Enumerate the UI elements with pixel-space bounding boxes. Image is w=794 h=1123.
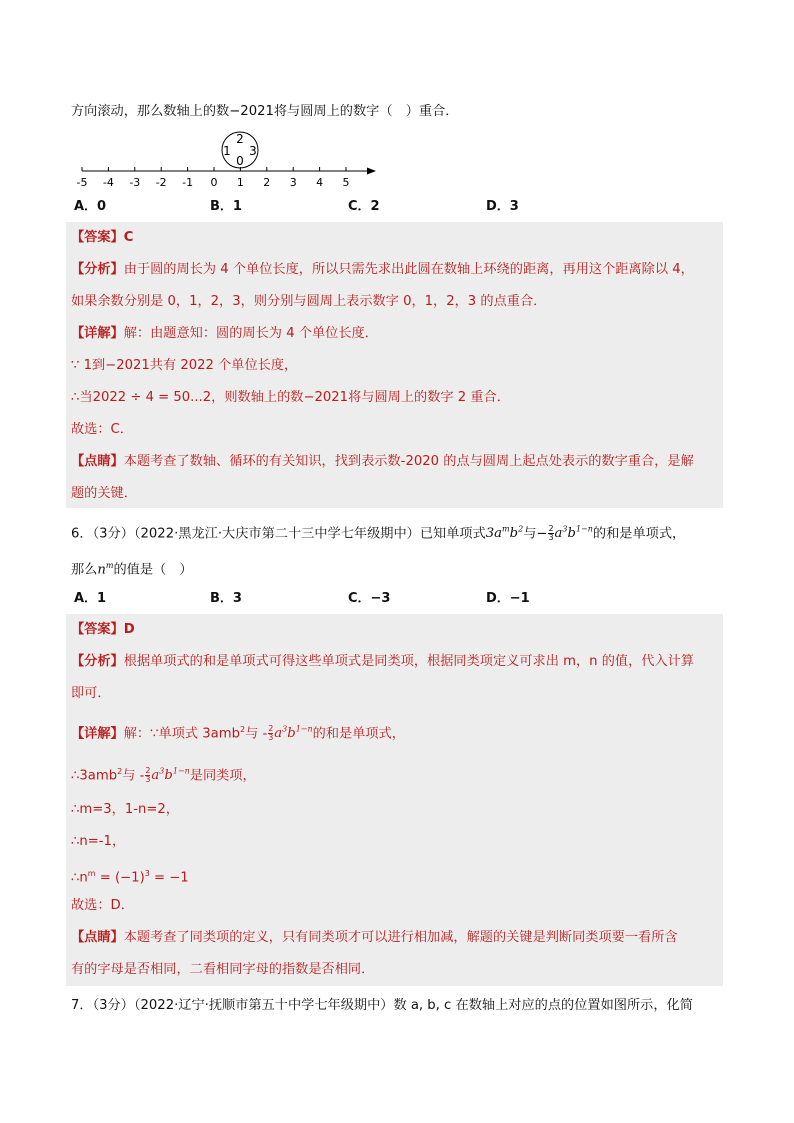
axis-arrow-icon	[367, 168, 376, 175]
q6-stem-line2: 那么$n^m$的值是（ ）	[71, 561, 193, 578]
q6-mono1: $3a^mb^2$	[485, 525, 524, 542]
q6-analysis-line1	[71, 652, 694, 672]
q6-option-a[interactable]: A．1	[74, 591, 107, 606]
q6-mono2: $a^3b^{1-n}$	[554, 525, 593, 542]
comment-text: 本题考查了同类项的定义，只有同类项才可以进行相加减，解题的关键是判断同类项要一看所含	[123, 930, 678, 945]
axis-tick-label: 4	[316, 176, 324, 189]
analysis-text: 根据单项式的和是单项式可得这些单项式是同类项，根据同类项定义可求出 m，n 的值，代入计算	[123, 654, 695, 669]
q5-detail-line2: ∵ 1到−2021共有 2022 个单位长度，	[71, 358, 298, 373]
q6-analysis-line2: 即可．	[71, 686, 111, 701]
q5-analysis-line2: 如果余数分别是 0，1，2，3，则分别与圆周上表示数字 0，1，2，3 的点重合．	[71, 294, 547, 309]
q5-option-b[interactable]: B．1	[210, 199, 242, 214]
q6-comment-line1	[71, 928, 678, 948]
analysis-tag: 【分析】	[71, 262, 124, 277]
q6-detail-line4: ∴n=-1，	[71, 834, 126, 849]
axis-tick-label: 1	[236, 176, 244, 189]
q5-detail-line3: ∴当2022 ÷ 4 = 50...2，则数轴上的数−2021将与圆周上的数字 2 重合．	[71, 390, 510, 405]
q6-stem-prefix: 6．（3分）（2022·黑龙江·大庆市第二十三中学七年级期中）已知单项式	[71, 526, 486, 542]
q6-comment-line2: 有的字母是否相同，二看相同字母的指数是否相同．	[71, 962, 375, 977]
q6-answer	[71, 620, 135, 640]
axis-tick-label: -3	[129, 176, 141, 189]
q7-stem-line1: 7．（3分）（2022·辽宁·抚顺市第五十中学七年级期中）数 a, b, c 在数轴上对应的点的位置如图所示，化简	[71, 998, 693, 1013]
q6-detail-line6: 故选：D．	[71, 898, 134, 913]
detail-tag: 【详解】	[71, 326, 124, 341]
circle-digit-right: 3	[249, 144, 257, 158]
answer-value: D	[123, 622, 135, 637]
analysis-tag: 【分析】	[71, 654, 124, 669]
answer-tag: 【答案】	[71, 230, 124, 245]
q5-stem-tail: 方向滚动，那么数轴上的数−2021将与圆周上的数字（ ）重合．	[71, 104, 459, 119]
axis-tick-label: -2	[155, 176, 167, 189]
q5-analysis-line1	[71, 260, 694, 280]
circle-digit-bottom: 0	[236, 154, 244, 168]
comment-tag: 【点睛】	[71, 930, 124, 945]
q5-comment-line1	[71, 452, 694, 472]
q6-stem-suffix: 的和是单项式，	[592, 526, 686, 542]
q6-option-b[interactable]: B．3	[210, 591, 242, 606]
axis-tick-label: 0	[210, 176, 218, 189]
q6-fraction: $\frac{2}{3}$	[548, 523, 554, 542]
analysis-text: 由于圆的周长为 4 个单位长度，所以只需先求出此圆在数轴上环绕的距离，再用这个距离除以 4，	[123, 262, 694, 277]
detail-fraction: $\frac{2}{3}$	[268, 723, 274, 742]
q6-detail-line5: $\therefore n^m = (-1)^3 = -1$	[71, 869, 189, 886]
axis-tick-label: -1	[182, 176, 194, 189]
axis-ticks	[77, 167, 350, 189]
q5-answer	[71, 228, 133, 248]
axis-tick-label: 5	[342, 176, 350, 189]
detail-text: 解：由题意知：圆的周长为 4 个单位长度．	[123, 326, 378, 341]
q6-option-c[interactable]: C．−3	[348, 591, 391, 606]
q5-option-a[interactable]: A．0	[74, 199, 107, 214]
q5-detail-line4: 故选：C．	[71, 422, 133, 437]
q6-option-d[interactable]: D．−1	[486, 591, 530, 606]
answer-tag: 【答案】	[71, 622, 124, 637]
q5-option-d[interactable]: D．3	[486, 199, 519, 214]
q5-detail-line1	[71, 324, 378, 344]
answer-value: C	[123, 230, 134, 245]
axis-tick-label: -5	[76, 176, 88, 189]
q6-detail-line2: ∴3amb$^2$与 - $\frac{2}{3}$ $a^3b^{1-n}$是同类项，	[71, 765, 256, 784]
axis-tick-label: -4	[102, 176, 114, 189]
q5-comment-line2: 题的关键．	[71, 486, 137, 501]
comment-tag: 【点睛】	[71, 454, 124, 469]
q6-detail-line1: 【详解】解：∵单项式 3amb$^2$与 - $\frac{2}{3}$ $a^3b^{1-n}$的和是单项式，	[71, 723, 405, 742]
axis-tick-label: 3	[289, 176, 297, 189]
q6-with: 与−	[523, 526, 548, 542]
q6-detail-line3: ∴m=3，1-n=2，	[71, 802, 179, 817]
detail-fraction-2: $\frac{2}{3}$	[145, 765, 151, 784]
detail-tag: 【详解】	[71, 726, 124, 742]
q6-stem-line1	[71, 520, 685, 544]
comment-text: 本题考查了数轴、循环的有关知识，找到表示数-2020 的点与圆周上起点处表示的数字重合，是解	[123, 454, 694, 469]
circle-digit-left: 1	[223, 144, 231, 158]
axis-tick-label: 2	[263, 176, 271, 189]
circle-digit-top: 2	[236, 132, 244, 146]
q5-number-line-figure	[70, 128, 390, 190]
q5-option-c[interactable]: C．2	[348, 199, 380, 214]
